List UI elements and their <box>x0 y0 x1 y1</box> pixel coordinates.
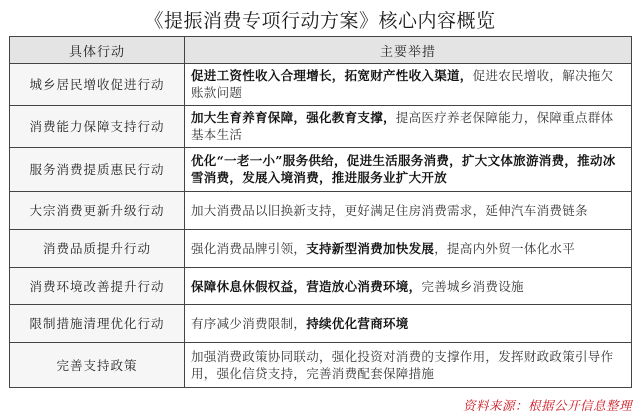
action-cell: 完善支持政策 <box>10 343 185 388</box>
table-row <box>10 192 632 230</box>
measure-text-emphasis: 促进工资性收入合理增长，拓宽财产性收入渠道， <box>191 68 473 84</box>
measure-text-emphasis: 优化“一老一小”服务供给，促进生活服务消费，扩大文体旅游消费，推动冰雪消费，发展入境消费，推进服务业扩大开放 <box>191 153 616 186</box>
measures-cell <box>185 343 632 388</box>
measure-text-emphasis: 保障休息休假权益，营造放心消费环境， <box>191 278 422 294</box>
measures-cell <box>185 230 632 268</box>
table-header-row <box>10 37 632 64</box>
table-body <box>10 64 632 388</box>
measure-text: 加大消费品以旧换新支持，更好满足住房消费需求，延伸汽车消费链条 <box>191 203 588 219</box>
source-note: 资料来源：根据公开信息整理 <box>462 398 632 413</box>
action-cell: 服务消费提质惠民行动 <box>10 147 185 192</box>
measure-text-emphasis: 支持新型消费加快发展 <box>306 240 435 256</box>
measure-text: 有序减少消费限制， <box>191 316 307 332</box>
measure-text: ，提高内外贸一体化水平 <box>434 240 576 256</box>
table-row <box>10 305 632 343</box>
measure-text: 提高医疗养老保障能力，保障重点群体基本生活 <box>191 110 614 143</box>
measures-cell <box>185 147 632 192</box>
measures-cell <box>185 64 632 106</box>
table-row <box>10 147 632 192</box>
measure-text: 促进农民增收，解决拖欠账款问题 <box>191 68 614 101</box>
action-cell: 限制措施清理优化行动 <box>10 305 185 343</box>
action-cell: 消费能力保障支持行动 <box>10 105 185 147</box>
header-measures: 主要举措 <box>185 37 632 64</box>
measures-cell <box>185 267 632 305</box>
table-row <box>10 105 632 147</box>
table-row <box>10 267 632 305</box>
table-row <box>10 64 632 106</box>
action-cell: 城乡居民增收促进行动 <box>10 64 185 106</box>
action-cell: 消费品质提升行动 <box>10 230 185 268</box>
measures-cell <box>185 192 632 230</box>
measure-text: 强化消费品牌引领， <box>191 240 307 256</box>
measure-text: 完善城乡消费设施 <box>421 278 524 294</box>
overview-table-wrapper <box>9 36 631 388</box>
page-title: 《提振消费专项行动方案》核心内容概览 <box>144 10 496 32</box>
measures-cell <box>185 105 632 147</box>
measure-text: 加强消费政策协同联动，强化投资对消费的支撑作用，发挥财政政策引导作用，强化信贷支持，完善消费配套保障措施 <box>191 349 614 382</box>
action-cell: 大宗消费更新升级行动 <box>10 192 185 230</box>
measure-text-emphasis: 加大生育养育保障，强化教育支撑， <box>191 110 396 126</box>
table-row <box>10 343 632 388</box>
overview-table <box>9 36 632 388</box>
action-cell: 消费环境改善提升行动 <box>10 267 185 305</box>
table-row <box>10 230 632 268</box>
measures-cell <box>185 305 632 343</box>
header-action: 具体行动 <box>10 37 185 64</box>
measure-text-emphasis: 持续优化营商环境 <box>306 316 409 332</box>
